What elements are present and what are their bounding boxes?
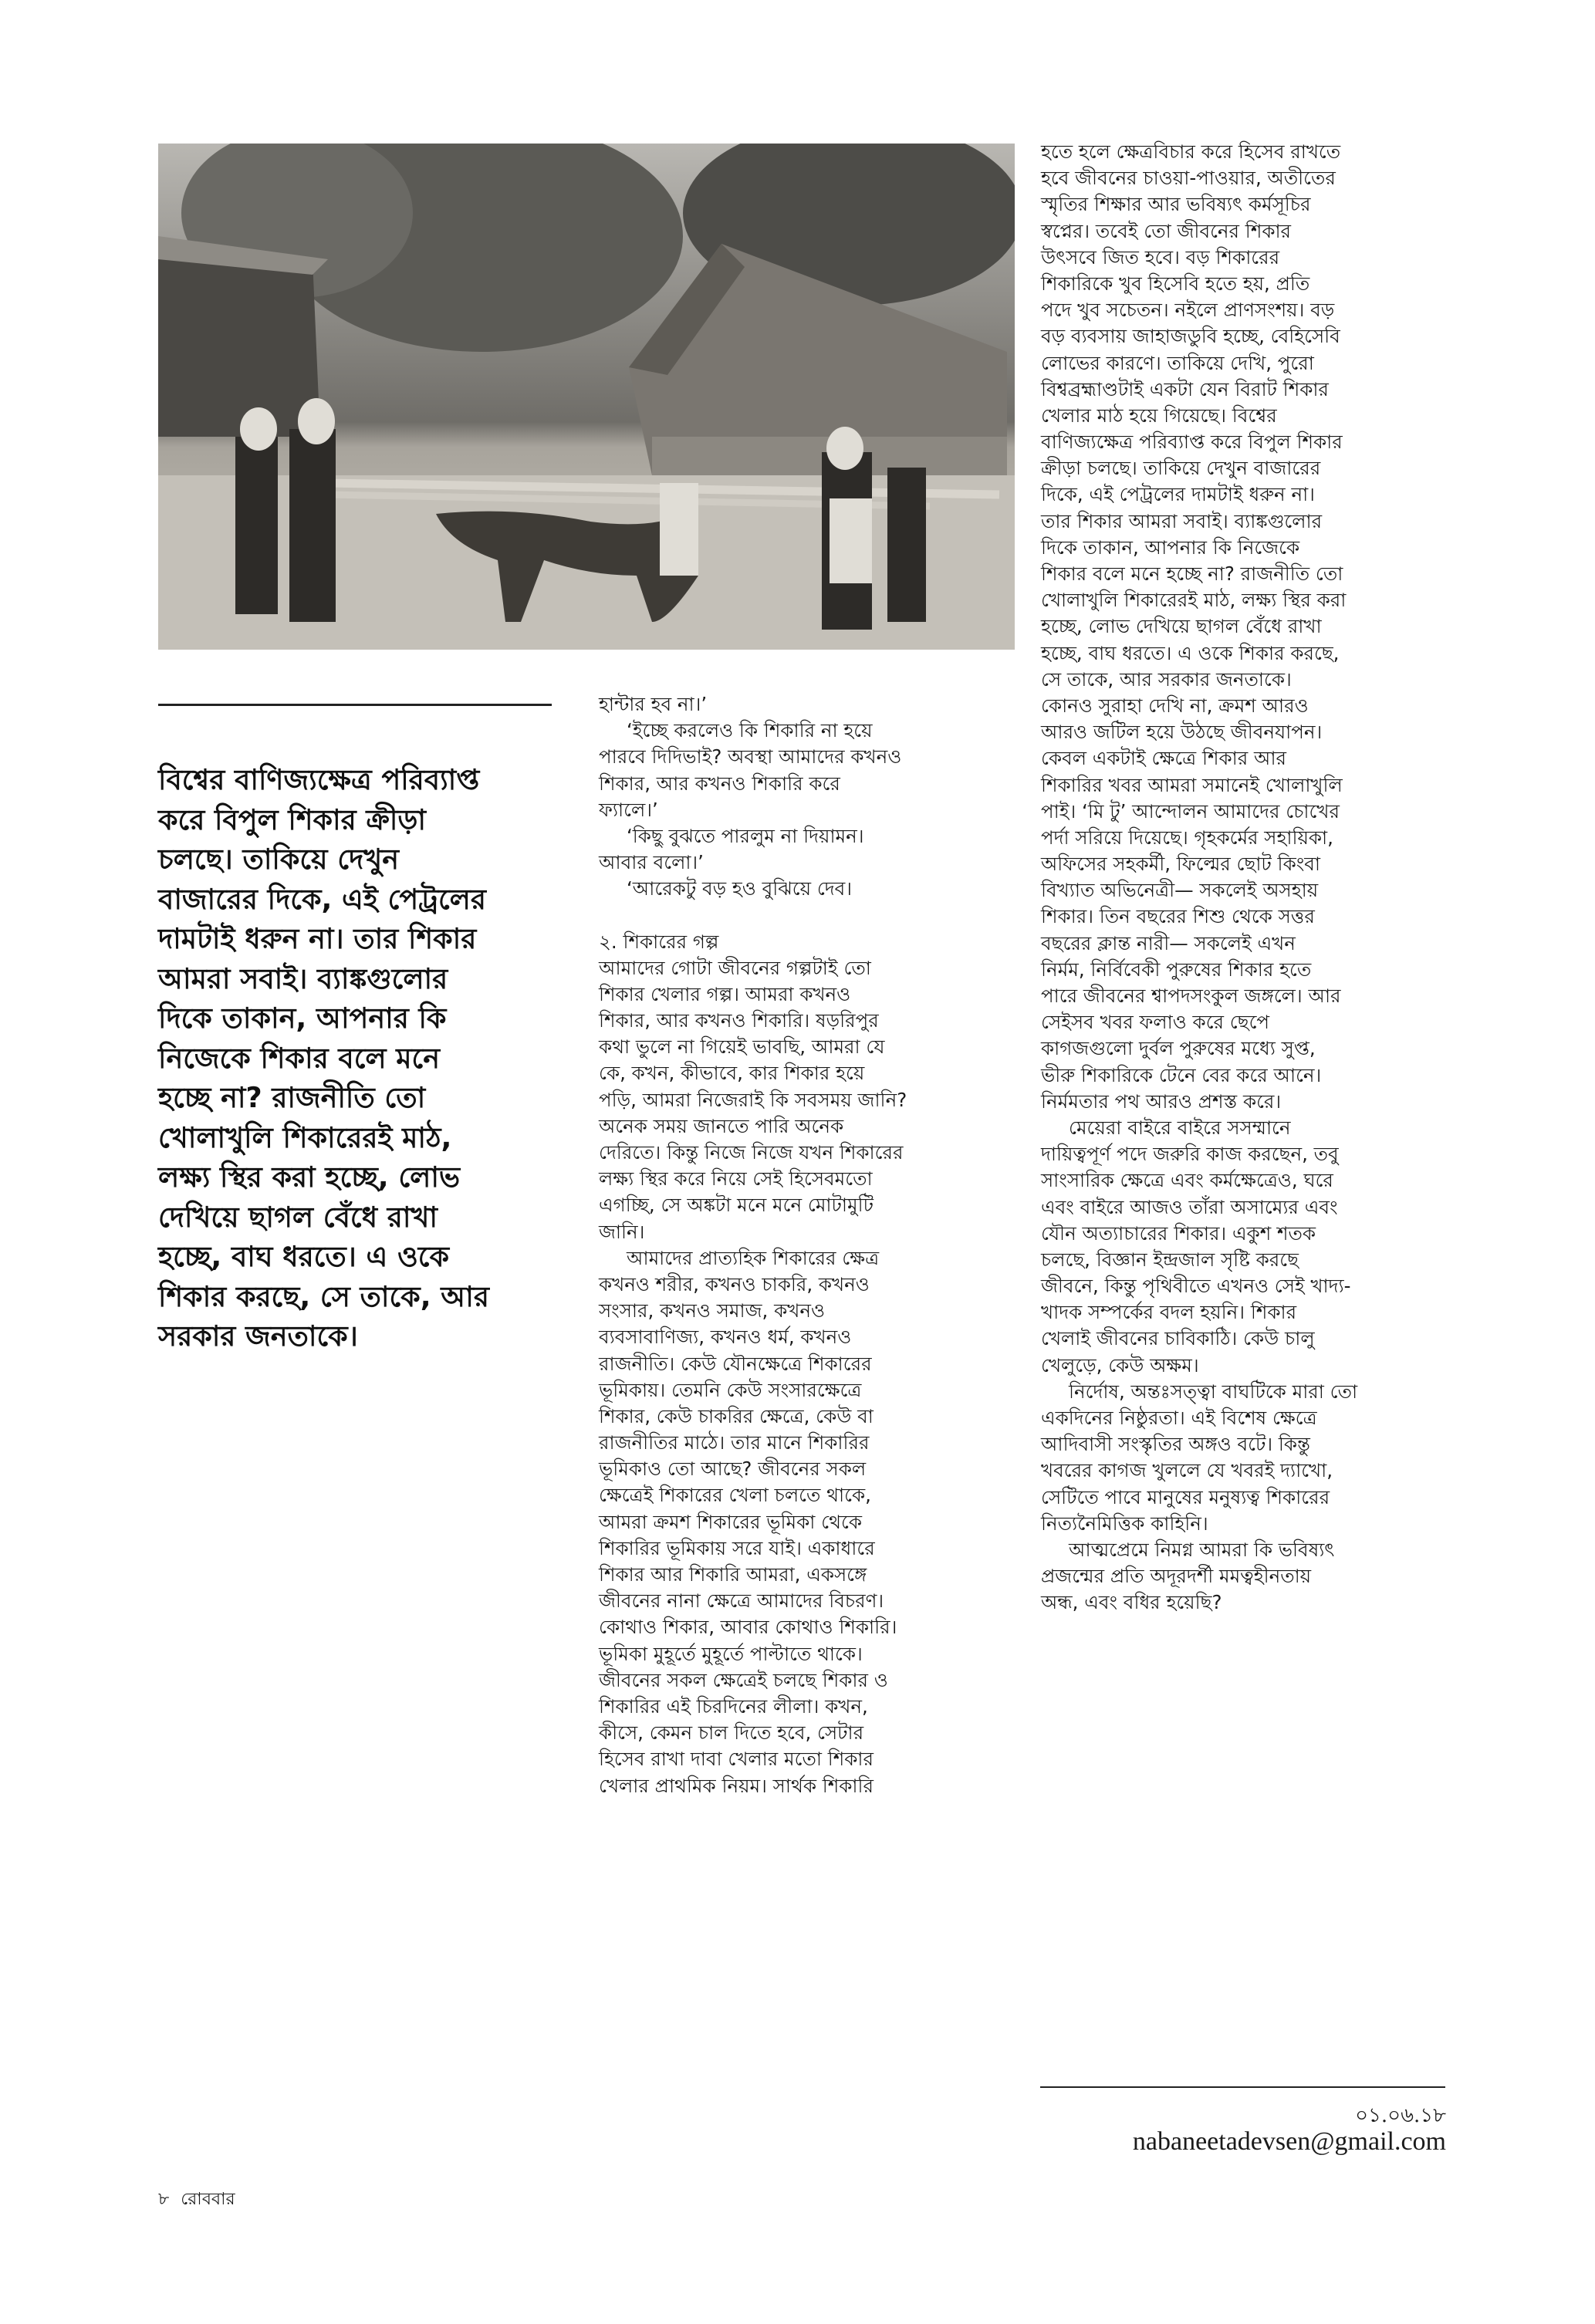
text-line: কে, কখন, কীভাবে, কার শিকার হয়ে [599,1062,865,1085]
text-line: একদিনের নিষ্ঠুরতা। এই বিশেষ ক্ষেত্রে [1041,1407,1317,1429]
pull-quote-line: হচ্ছে, বাঘ ধরতে। এ ওকে [158,1240,450,1273]
text-line: দিকে, এই পেট্রলের দামটাই ধরুন না। [1041,483,1315,506]
article-end-rule [1040,2086,1445,2088]
text-line: নির্দোষ, অন্তঃসত্ত্বা বাঘটিকে মারা তো [1069,1380,1358,1403]
author-email: nabaneetadevsen@gmail.com [1132,2127,1446,2156]
text-line: কোনও সুরাহা দেখি না, ক্রমশ আরও [1041,694,1309,717]
text-line: অনেক সময় জানতে পারি অনেক [599,1114,844,1137]
text-line: শিকারিকে খুব হিসেবি হতে হয়, প্রতি [1041,272,1310,295]
text-line: আমরা ক্রমশ শিকারের ভূমিকা থেকে [599,1510,862,1533]
text-line: পাই। ‘মি টু’ আন্দোলন আমাদের চোখের [1041,799,1340,823]
text-line: মেয়েরা বাইরে বাইরে সসম্মানে [1069,1116,1291,1139]
pull-quote-line: খোলাখুলি শিকারেরই মাঠ, [158,1120,452,1154]
text-line: লক্ষ্য স্থির করে নিয়ে সেই হিসেবমতো [599,1167,873,1191]
pull-quote-line: করে বিপুল শিকার ক্রীড়া [158,802,426,836]
text-line: জীবনের সকল ক্ষেত্রেই চলছে শিকার ও [599,1668,888,1691]
text-line: সে তাকে, আর সরকার জনতাকে। [1041,667,1292,691]
text-line: হবে জীবনের চাওয়া-পাওয়ার, অতীতের [1041,167,1336,190]
pull-quote-line: দামটাই ধরুন না। তার শিকার [158,922,477,955]
pull-quote-line: শিকার করছে, সে তাকে, আর [158,1279,489,1313]
text-line: শিকারির খবর আমরা সমানেই খোলাখুলি [1041,773,1343,796]
text-line: স্বপ্নের। তবেই তো জীবনের শিকার [1041,219,1292,242]
text-line: জীবনের নানা ক্ষেত্রে আমাদের বিচরণ। [599,1589,884,1613]
article-date: ০১.০৬.১৮ [1355,2104,1446,2127]
text-line: হিসেব রাখা দাবা খেলার মতো শিকার [599,1748,874,1771]
article-column-middle [599,691,1015,1799]
text-line: ‘কিছু বুঝতে পারলুম না দিয়ামন। [627,824,864,847]
text-line: পারে জীবনের শ্বাপদসংকুল জঙ্গলে। আর [1041,985,1341,1007]
text-line: রাজনীতি। কেউ যৌনক্ষেত্রে শিকারের [599,1352,872,1375]
text-line: শিকার, আর কখনও শিকারি। ষড়রিপুর [599,1009,879,1032]
text-line: স্মৃতির শিক্ষার আর ভবিষ্যৎ কর্মসূচির [1041,193,1311,216]
pull-quote-line: আমরা সবাই। ব্যাঙ্কগুলোর [158,961,448,995]
text-line: জানি। [599,1220,645,1243]
text-line: পর্দা সরিয়ে দিয়েছে। গৃহকর্মের সহায়িকা, [1041,826,1333,849]
text-line: সংসার, কখনও সমাজ, কখনও [599,1299,826,1322]
section-name: রোববার [181,2190,235,2209]
pull-quote-rule [158,704,552,706]
text-line: প্রজন্মের প্রতি অদূরদর্শী মমত্বহীনতায় [1041,1565,1312,1588]
text-line: দেরিতে। কিন্তু নিজে নিজে যখন শিকারের [599,1141,904,1164]
article-photo [158,144,1015,650]
text-line: ভীরু শিকারিকে টেনে বের করে আনে। [1041,1063,1322,1086]
paragraph-gap [599,903,1015,929]
text-line: পারবে দিদিভাই? অবস্থা আমাদের কখনও [599,745,902,768]
text-line: শিকার আর শিকারি আমরা, একসঙ্গে [599,1563,867,1586]
pull-quote [158,760,556,1356]
text-line: আরও জটিল হয়ে উঠছে জীবনযাপন। [1041,721,1323,744]
text-line: খেলাই জীবনের চাবিকাঠি। কেউ চালু [1041,1327,1315,1350]
text-line: ব্যবসাবাণিজ্য, কখনও ধর্ম, কখনও [599,1326,852,1349]
pull-quote-line: বিশ্বের বাণিজ্যক্ষেত্র পরিব্যাপ্ত [158,763,480,796]
text-line: তার শিকার আমরা সবাই। ব্যাঙ্কগুলোর [1041,509,1323,532]
text-line: বিশ্বব্রহ্মাণ্ডটাই একটা যেন বিরাট শিকার [1041,377,1329,400]
text-line: খবরের কাগজ খুললে যে খবরই দ্যাখো, [1041,1459,1333,1482]
text-line: খেলার মাঠ হয়ে গিয়েছে। বিশ্বের [1041,404,1277,427]
text-line: হচ্ছে, বাঘ ধরতে। এ ওকে শিকার করছে, [1041,641,1340,664]
text-line: চলছে, বিজ্ঞান ইন্দ্রজাল সৃষ্টি করছে [1041,1248,1299,1271]
text-line: যৌন অত্যাচারের শিকার। একুশ শতক [1041,1221,1316,1245]
text-line: কাগজগুলো দুর্বল পুরুষের মধ্যে সুপ্ত, [1041,1037,1316,1060]
text-line: খেলুড়ে, কেউ অক্ষম। [1041,1353,1199,1376]
pull-quote-line: হচ্ছে না? রাজনীতি তো [158,1081,426,1114]
pull-quote-line: দেখিয়ে ছাগল বেঁধে রাখা [158,1200,438,1234]
text-line: জীবনে, কিন্তু পৃথিবীতে এখনও সেই খাদ্য- [1041,1275,1351,1298]
text-line: বড় ব্যবসায় জাহাজডুবি হচ্ছে, বেহিসেবি [1041,325,1340,348]
text-line: এগচ্ছি, সে অঙ্কটা মনে মনে মোটামুটি [599,1194,874,1217]
text-line: বিখ্যাত অভিনেত্রী— সকলেই অসহায় [1041,879,1319,902]
text-line: এবং বাইরে আজও তাঁরা অসাম্যের এবং [1041,1195,1338,1218]
text-line: ক্ষেত্রেই শিকারের খেলা চলতে থাকে, [599,1484,871,1507]
text-line: সাংসারিক ক্ষেত্রে এবং কর্মক্ষেত্রেও, ঘরে [1041,1169,1333,1192]
text-line: ‘ইচ্ছে করলেও কি শিকারি না হয়ে [627,719,873,742]
text-line: রাজনীতির মাঠে। তার মানে শিকারির [599,1431,870,1454]
text-line: কখনও শরীর, কখনও চাকরি, কখনও [599,1272,870,1295]
text-line: পড়ি, আমরা নিজেরাই কি সবসময় জানি? [599,1088,907,1111]
pull-quote-line: সরকার জনতাকে। [158,1319,358,1353]
tiger-carry-photo-illustration [158,144,1015,650]
text-line: শিকার খেলার গল্প। আমরা কখনও [599,982,851,1005]
text-line: শিকার। তিন বছরের শিশু থেকে সত্তর [1041,905,1315,928]
text-line: শিকারির ভূমিকায় সরে যাই। একাধারে [599,1536,875,1559]
text-line: শিকারির এই চিরদিনের লীলা। কখন, [599,1694,868,1718]
text-line: কেবল একটাই ক্ষেত্রে শিকার আর [1041,747,1287,770]
text-line: লোভের কারণে। তাকিয়ে দেখি, পুরো [1041,351,1314,374]
text-line: শিকার বলে মনে হচ্ছে না? রাজনীতি তো [1041,562,1343,585]
text-line: ভূমিকায়। তেমনি কেউ সংসারক্ষেত্রে [599,1378,862,1401]
text-line: নির্মম, নির্বিবেকী পুরুষের শিকার হতে [1041,958,1312,981]
text-line: কথা ভুলে না গিয়েই ভাবছি, আমরা যে [599,1035,885,1059]
text-line: অফিসের সহকর্মী, ফিল্মের ছোট কিংবা [1041,853,1320,876]
pull-quote-line: চলছে। তাকিয়ে দেখুন [158,843,400,876]
text-line: আবার বলো।’ [599,851,704,874]
text-line: সেইসব খবর ফলাও করে ছেপে [1041,1011,1270,1034]
text-line: আমাদের প্রাত্যহিক শিকারের ক্ষেত্র [627,1246,880,1269]
text-line: উৎসবে জিত হবে। বড় শিকারের [1041,245,1280,269]
text-line: ক্রীড়া চলছে। তাকিয়ে দেখুন বাজারের [1041,457,1321,480]
pull-quote-line: দিকে তাকান, আপনার কি [158,1002,447,1035]
text-line: খেলার প্রাথমিক নিয়ম। সার্থক শিকারি [599,1774,874,1797]
text-line: অন্ধ, এবং বধির হয়েছি? [1041,1591,1222,1614]
text-line: আদিবাসী সংস্কৃতির অঙ্গও বটে। কিন্তু [1041,1433,1310,1456]
text-line: দায়িত্বপূর্ণ পদে জরুরি কাজ করছেন, তবু [1041,1143,1339,1166]
page-number: ৮ [158,2190,170,2209]
text-line: ‘আরেকটু বড় হও বুঝিয়ে দেব। [627,877,853,900]
text-line: ফ্যালে।’ [599,798,658,821]
text-line: হচ্ছে, লোভ দেখিয়ে ছাগল বেঁধে রাখা [1041,615,1322,638]
text-line: কীসে, কেমন চাল দিতে হবে, সেটার [599,1721,864,1745]
text-line: বাণিজ্যক্ষেত্র পরিব্যাপ্ত করে বিপুল শিকার [1041,431,1343,454]
pull-quote-line: বাজারের দিকে, এই পেট্রলের [158,882,486,916]
text-line: হতে হলে ক্ষেত্রবিচার করে হিসেব রাখতে [1041,140,1341,163]
text-line: হান্টার হব না।’ [599,693,708,715]
article-column-right [1041,139,1454,1616]
pull-quote-line: নিজেকে শিকার বলে মনে [158,1041,441,1075]
pull-quote-line: লক্ষ্য স্থির করা হচ্ছে, লোভ [158,1160,461,1194]
text-line: নিত্যনৈমিত্তিক কাহিনি। [1041,1512,1208,1535]
text-line: পদে খুব সচেতন। নইলে প্রাণসংশয়। বড় [1041,299,1335,322]
text-line: বছরের ক্লান্ত নারী— সকলেই এখন [1041,931,1296,954]
text-line: নির্মমতার পথ আরও প্রশস্ত করে। [1041,1089,1282,1113]
text-line: খোলাখুলি শিকারেরই মাঠ, লক্ষ্য স্থির করা [1041,589,1347,612]
text-line: শিকার, আর কখনও শিকারি করে [599,772,840,795]
text-line: আত্মপ্রেমে নিমগ্ন আমরা কি ভবিষ্যৎ [1069,1538,1335,1561]
text-line: দিকে তাকান, আপনার কি নিজেকে [1041,535,1300,559]
text-line: সেটিতে পাবে মানুষের মনুষ্যত্ব শিকারের [1041,1485,1330,1508]
text-line: ভূমিকা মুহূর্তে মুহূর্তে পাল্টাতে থাকে। [599,1642,863,1665]
text-line: শিকার, কেউ চাকরির ক্ষেত্রে, কেউ বা [599,1404,874,1427]
text-line: ভূমিকাও তো আছে? জীবনের সকল [599,1458,867,1481]
text-line: কোথাও শিকার, আবার কোথাও শিকারি। [599,1616,897,1639]
text-line: খাদক সম্পর্কের বদল হয়নি। শিকার [1041,1301,1297,1324]
section-heading: ২. শিকারের গল্প [599,930,719,953]
page-footer [158,2186,235,2214]
text-line: আমাদের গোটা জীবনের গল্পটাই তো [599,956,871,979]
